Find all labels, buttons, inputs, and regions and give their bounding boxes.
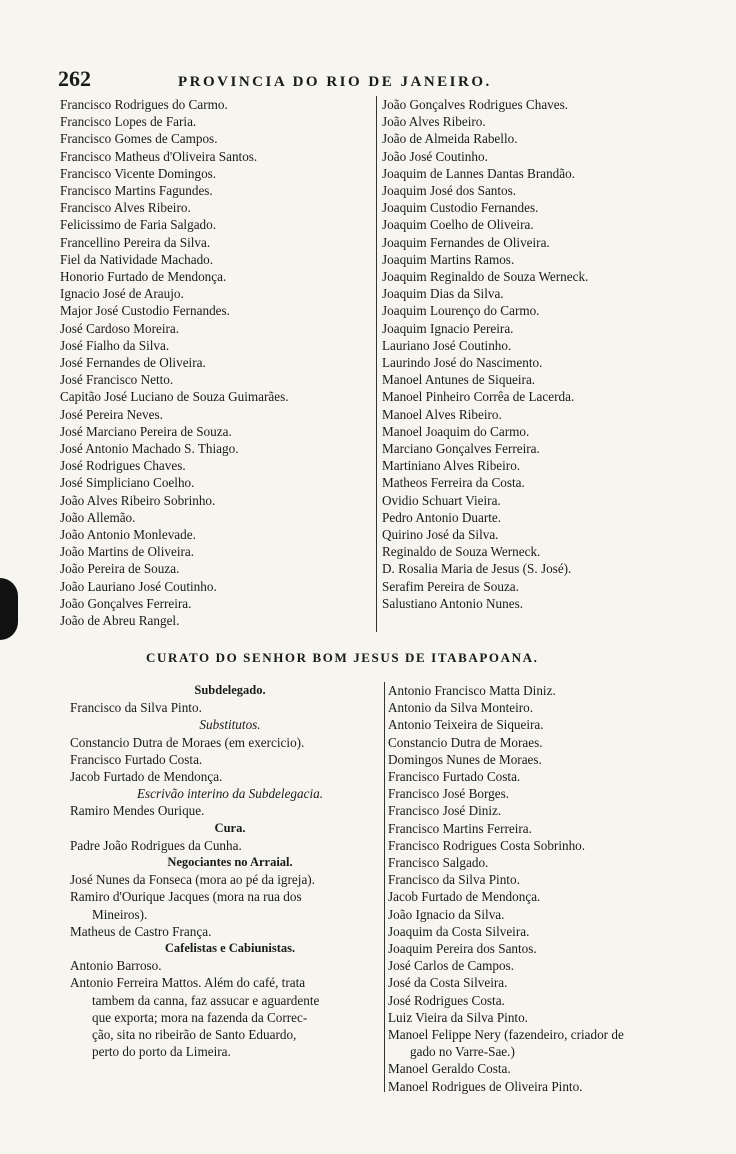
- name-entry: Pedro Antonio Duarte.: [382, 509, 502, 525]
- name-entry: Ovidio Schuart Vieira.: [382, 492, 501, 508]
- negociante-entry: José Nunes da Fonseca (mora ao pé da igreja).: [70, 872, 315, 888]
- name-entry: Joaquim Fernandes de Oliveira.: [382, 234, 550, 250]
- curato-name-entry: João Ignacio da Silva.: [388, 906, 505, 922]
- substituto-entry: Jacob Furtado de Mendonça.: [70, 769, 223, 785]
- binding-shadow: [0, 578, 18, 640]
- curato-name-entry: Jacob Furtado de Mendonça.: [388, 889, 541, 905]
- name-entry: Major José Custodio Fernandes.: [60, 303, 230, 319]
- curato-name-entry: Constancio Dutra de Moraes.: [388, 734, 543, 750]
- curato-name-entry: Luiz Vieira da Silva Pinto.: [388, 1009, 528, 1025]
- cafelistas-heading: Cafelistas e Cabiunistas.: [164, 941, 296, 956]
- name-entry: José Fernandes de Oliveira.: [60, 355, 206, 371]
- name-entry: José Rodrigues Chaves.: [60, 458, 186, 474]
- name-entry: Manoel Alves Ribeiro.: [382, 406, 502, 422]
- cura-name: Padre João Rodrigues da Cunha.: [70, 837, 242, 853]
- substituto-entry: Constancio Dutra de Moraes (em exercicio).: [70, 734, 305, 750]
- name-entry: Joaquim de Lannes Dantas Brandão.: [382, 165, 575, 181]
- curato-name-entry: Joaquim da Costa Silveira.: [388, 923, 530, 939]
- name-entry: Lauriano José Coutinho.: [382, 337, 512, 353]
- column-divider: [384, 682, 385, 1092]
- curato-name-entry: Manoel Felippe Nery (fazendeiro, criador de: [388, 1027, 624, 1043]
- name-entry: D. Rosalia Maria de Jesus (S. José).: [382, 561, 572, 577]
- cafelista-entry: Antonio Barroso.: [70, 958, 162, 974]
- negociante-entry: Ramiro d'Ourique Jacques (mora na rua dos: [70, 889, 302, 905]
- name-entry: Joaquim Reginaldo de Souza Werneck.: [382, 269, 589, 285]
- name-entry: Quirino José da Silva.: [382, 527, 499, 543]
- curato-name-entry: José da Costa Silveira.: [388, 975, 508, 991]
- name-entry: Martiniano Alves Ribeiro.: [382, 458, 521, 474]
- negociante-entry: Mineiros).: [92, 906, 148, 922]
- name-entry: João de Almeida Rabello.: [382, 131, 518, 147]
- curato-name-entry: Francisco Martins Ferreira.: [388, 820, 532, 836]
- name-entry: Francisco Vicente Domingos.: [60, 165, 217, 181]
- column-divider: [376, 96, 377, 632]
- name-entry: Joaquim José dos Santos.: [382, 183, 517, 199]
- name-entry: Francisco Gomes de Campos.: [60, 131, 218, 147]
- name-entry: João Lauriano José Coutinho.: [60, 578, 217, 594]
- name-entry: Salustiano Antonio Nunes.: [382, 595, 524, 611]
- substitutos-heading: Substitutos.: [199, 717, 261, 733]
- substituto-entry: Francisco Furtado Costa.: [70, 751, 203, 767]
- left-name-column: [60, 96, 372, 629]
- name-entry: Joaquim Coelho de Oliveira.: [382, 217, 534, 233]
- curato-name-entry: Francisco José Diniz.: [388, 803, 502, 819]
- name-entry: João Pereira de Souza.: [60, 561, 180, 577]
- curato-name-entry: José Carlos de Campos.: [388, 958, 515, 974]
- cafelista-entry: que exporta; mora na fazenda da Correc-: [92, 1009, 308, 1025]
- name-entry: Francisco Lopes de Faria.: [60, 114, 197, 130]
- name-entry: Felicissimo de Faria Salgado.: [60, 217, 217, 233]
- curato-name-entry: Domingos Nunes de Moraes.: [388, 751, 542, 767]
- curato-name-entry: Francisco Salgado.: [388, 855, 489, 871]
- name-entry: Capitão José Luciano de Souza Guimarães.: [60, 389, 289, 405]
- name-entry: José Francisco Netto.: [60, 372, 174, 388]
- right-name-column: [382, 96, 682, 612]
- name-entry: João Gonçalves Rodrigues Chaves.: [382, 97, 569, 112]
- name-entry: João Gonçalves Ferreira.: [60, 595, 192, 611]
- section-title: CURATO DO SENHOR BOM JESUS DE ITABAPOANA.: [146, 650, 539, 665]
- name-entry: Manoel Joaquim do Carmo.: [382, 423, 530, 439]
- escrivao-heading: Escrivão interino da Subdelegacia.: [136, 786, 324, 802]
- subdelegado-heading: Subdelegado.: [194, 683, 266, 697]
- curato-name-entry: Manoel Geraldo Costa.: [388, 1061, 511, 1077]
- name-entry: Manoel Pinheiro Corrêa de Lacerda.: [382, 389, 575, 405]
- curato-name-entry: Francisco da Silva Pinto.: [388, 872, 520, 888]
- name-entry: João Martins de Oliveira.: [60, 544, 195, 560]
- name-entry: João de Abreu Rangel.: [60, 613, 180, 629]
- curato-name-entry: José Rodrigues Costa.: [388, 992, 505, 1008]
- escrivao-name: Ramiro Mendes Ourique.: [70, 803, 205, 819]
- name-entry: José Antonio Machado S. Thiago.: [60, 441, 239, 457]
- curato-right-column: [388, 682, 718, 1095]
- name-entry: Joaquim Dias da Silva.: [382, 286, 504, 302]
- curato-name-entry: Joaquim Pereira dos Santos.: [388, 941, 537, 957]
- name-entry: João Allemão.: [60, 509, 136, 525]
- name-entry: Manoel Antunes de Siqueira.: [382, 372, 536, 388]
- cafelista-entry: perto do porto da Limeira.: [92, 1044, 231, 1060]
- curato-left-column: [70, 682, 390, 1060]
- name-entry: Francisco Matheus d'Oliveira Santos.: [60, 148, 258, 164]
- curato-name-entry: gado no Varre-Sae.): [410, 1044, 515, 1060]
- cafelista-entry: tambem da canna, faz assucar e aguardente: [92, 992, 320, 1008]
- name-entry: Joaquim Martins Ramos.: [382, 251, 515, 267]
- name-entry: José Cardoso Moreira.: [60, 320, 180, 336]
- name-entry: Ignacio José de Araujo.: [60, 286, 184, 302]
- curato-name-entry: Antonio Teixeira de Siqueira.: [388, 717, 544, 733]
- name-entry: Francellino Pereira da Silva.: [60, 234, 211, 250]
- name-entry: Joaquim Lourenço do Carmo.: [382, 303, 540, 319]
- name-entry: Francisco Rodrigues do Carmo.: [60, 97, 228, 112]
- name-entry: Reginaldo de Souza Werneck.: [382, 544, 541, 560]
- name-entry: João Alves Ribeiro.: [382, 114, 486, 130]
- name-entry: Joaquim Custodio Fernandes.: [382, 200, 539, 216]
- running-title: PROVINCIA DO RIO DE JANEIRO.: [178, 74, 492, 90]
- curato-name-entry: Antonio da Silva Monteiro.: [388, 700, 534, 716]
- name-entry: Francisco Alves Ribeiro.: [60, 200, 191, 216]
- name-entry: Marciano Gonçalves Ferreira.: [382, 441, 540, 457]
- name-entry: Laurindo José do Nascimento.: [382, 355, 543, 371]
- curato-name-entry: Manoel Rodrigues de Oliveira Pinto.: [388, 1078, 583, 1094]
- name-entry: José Simpliciano Coelho.: [60, 475, 195, 491]
- page-header: [58, 66, 658, 92]
- page-number: 262: [58, 66, 91, 91]
- name-entry: Matheos Ferreira da Costa.: [382, 475, 525, 491]
- curato-name-entry: Antonio Francisco Matta Diniz.: [388, 683, 556, 698]
- curato-name-entry: Francisco Rodrigues Costa Sobrinho.: [388, 837, 586, 853]
- name-entry: José Pereira Neves.: [60, 406, 163, 422]
- name-entry: Fiel da Natividade Machado.: [60, 251, 214, 267]
- cafelista-entry: Antonio Ferreira Mattos. Além do café, trata: [70, 975, 306, 991]
- name-entry: Francisco Martins Fagundes.: [60, 183, 213, 199]
- curato-name-entry: Francisco José Borges.: [388, 786, 509, 802]
- cafelista-entry: ção, sita no ribeirão de Santo Eduardo,: [92, 1027, 297, 1043]
- name-entry: João José Coutinho.: [382, 148, 488, 164]
- negociante-entry: Matheus de Castro França.: [70, 923, 212, 939]
- name-entry: Serafim Pereira de Souza.: [382, 578, 519, 594]
- name-entry: João Alves Ribeiro Sobrinho.: [60, 492, 216, 508]
- name-entry: Joaquim Ignacio Pereira.: [382, 320, 514, 336]
- name-entry: João Antonio Monlevade.: [60, 527, 196, 543]
- negociantes-heading: Negociantes no Arraial.: [167, 855, 293, 870]
- name-entry: José Marciano Pereira de Souza.: [60, 423, 232, 439]
- cura-heading: Cura.: [214, 820, 246, 835]
- name-entry: José Fialho da Silva.: [60, 337, 170, 353]
- name-entry: Honorio Furtado de Mendonça.: [60, 269, 227, 285]
- subdelegado-name: Francisco da Silva Pinto.: [70, 700, 202, 716]
- curato-name-entry: Francisco Furtado Costa.: [388, 769, 521, 785]
